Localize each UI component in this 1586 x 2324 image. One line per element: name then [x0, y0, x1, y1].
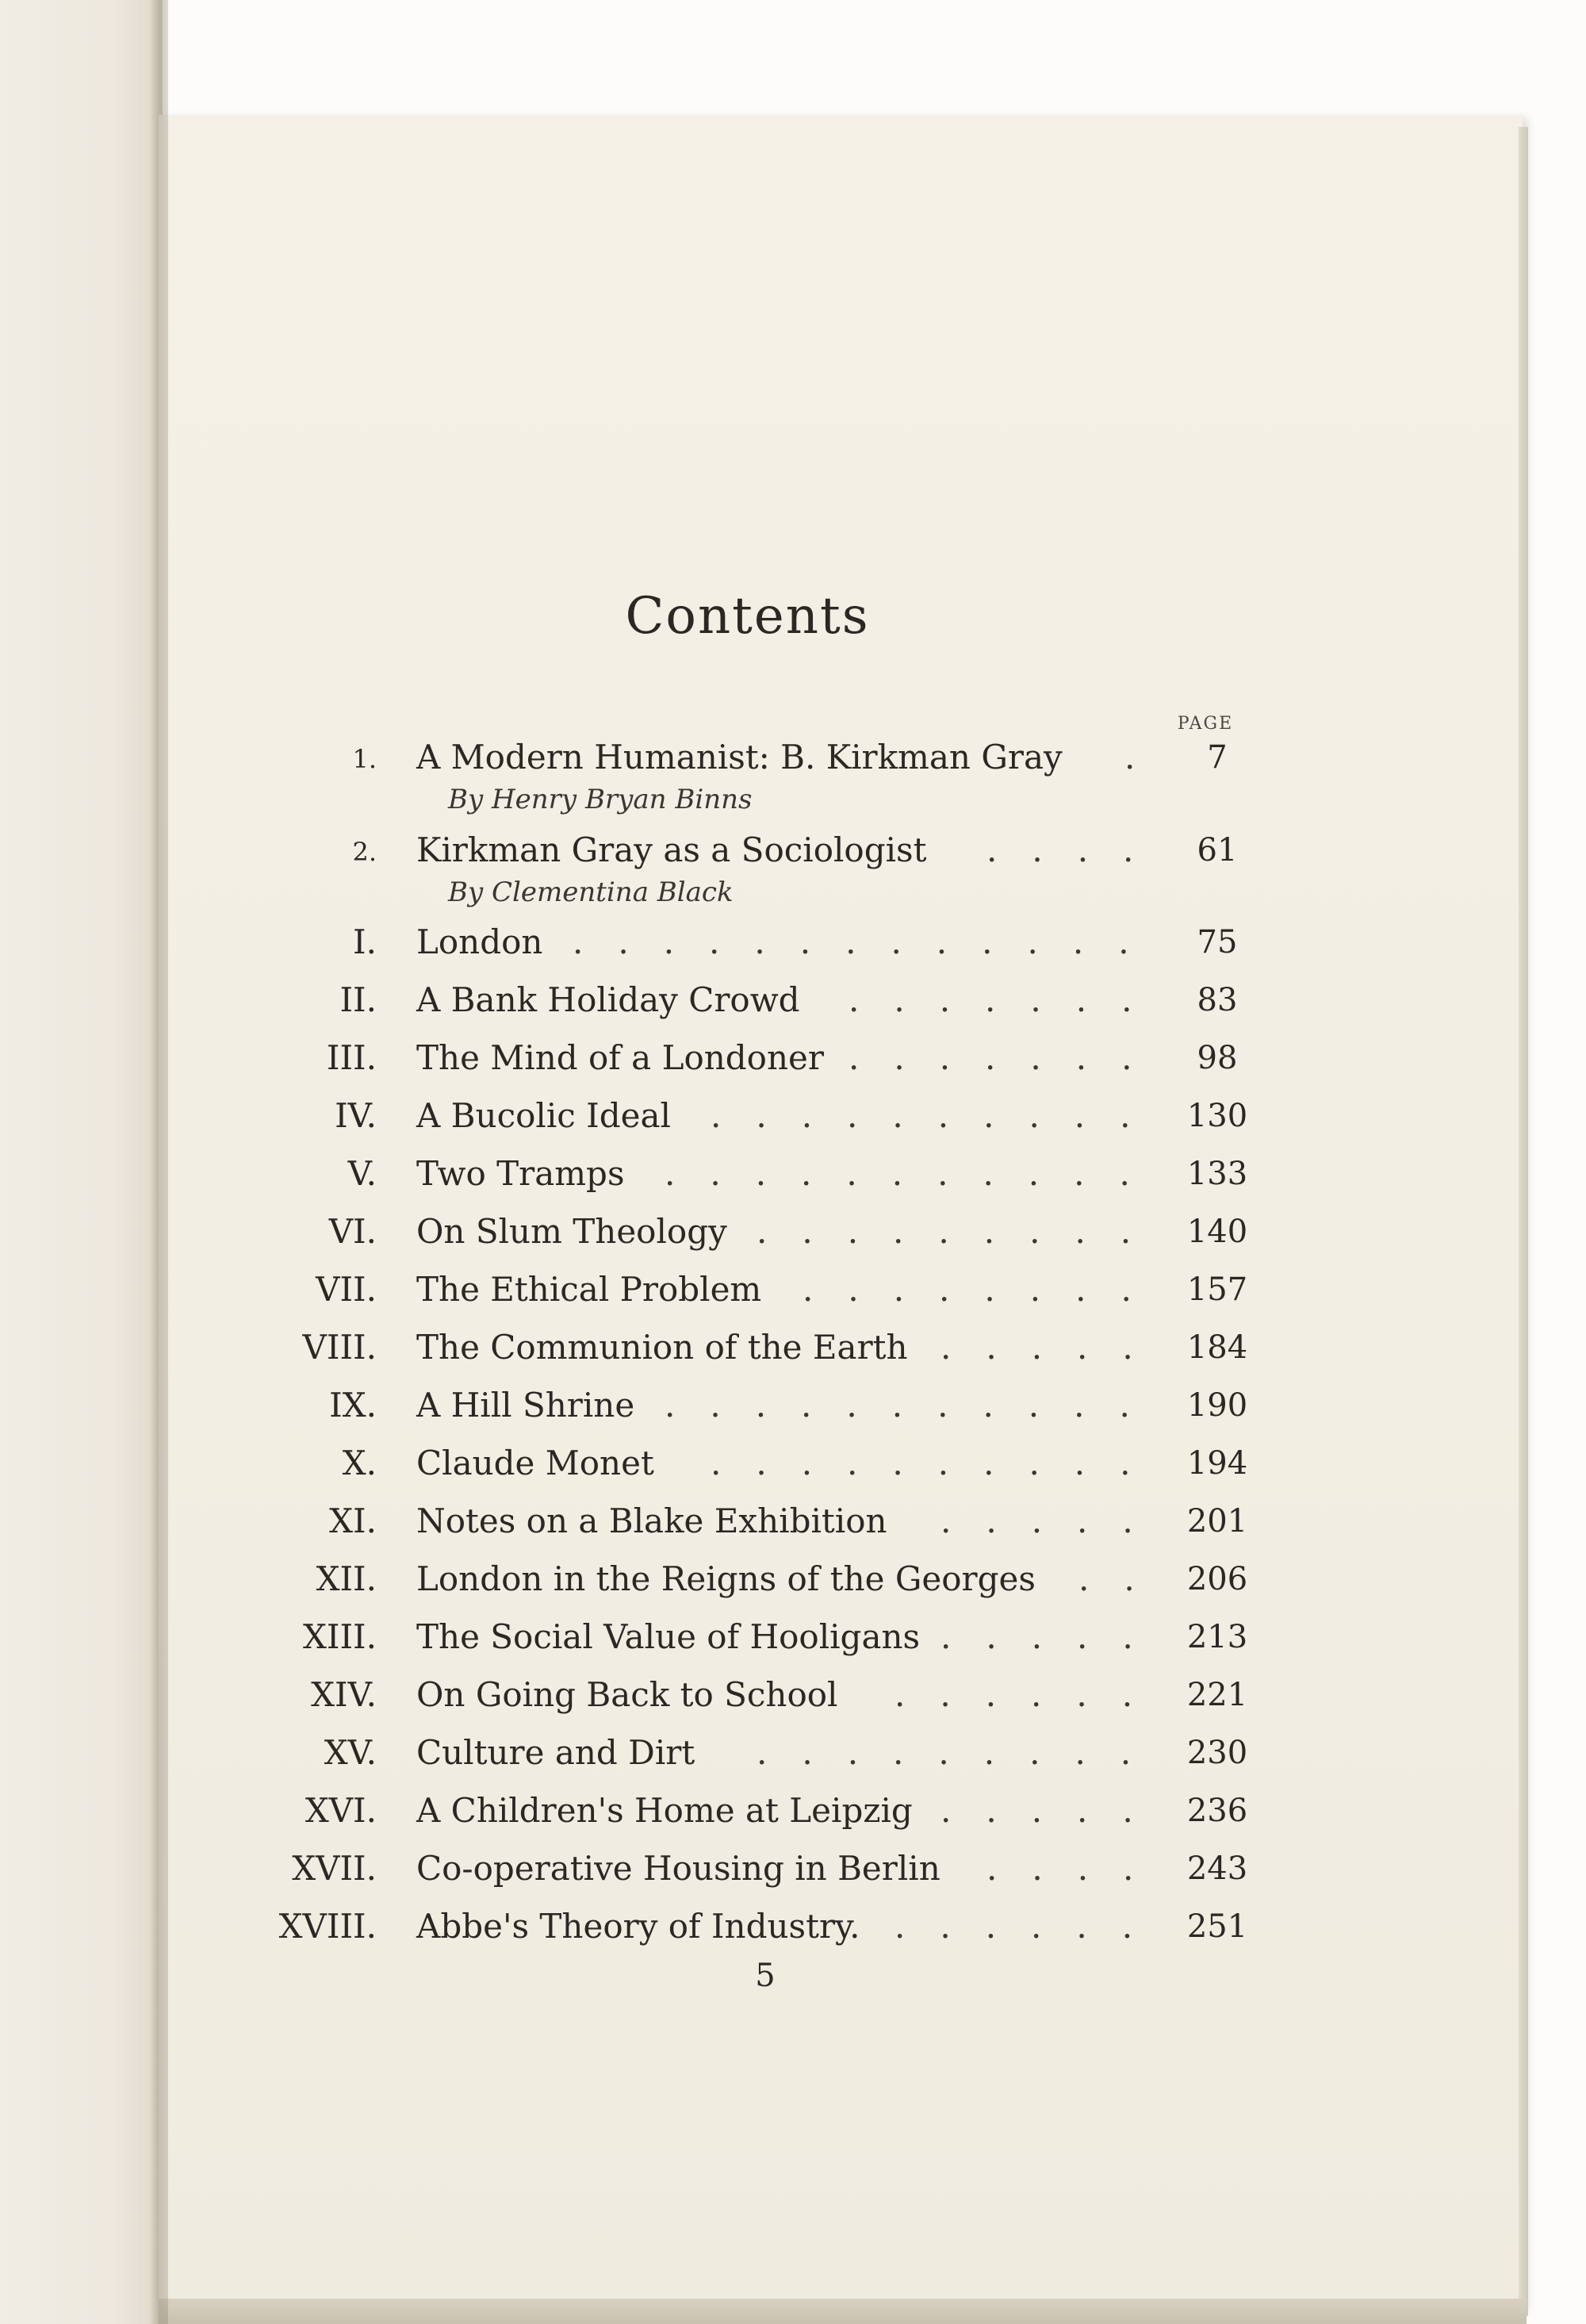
chapter-page-number: 75: [1197, 924, 1238, 961]
toc-row: [0, 738, 1269, 785]
chapter-title: The Ethical Problem: [416, 1270, 762, 1309]
chapter-numeral: VIII.: [302, 1328, 377, 1367]
chapter-page-number: 83: [1197, 982, 1238, 1018]
chapter-page-number: 206: [1186, 1561, 1248, 1597]
chapter-numeral: III.: [326, 1038, 377, 1077]
dot-leaders: ......: [895, 1907, 1168, 1946]
toc-row: [0, 1096, 1269, 1144]
chapter-page-number: 130: [1186, 1098, 1248, 1134]
toc-row: [0, 1270, 1269, 1317]
chapter-page-number: 251: [1186, 1908, 1248, 1945]
chapter-title: A Bucolic Ideal: [416, 1096, 671, 1135]
page-folio: 5: [755, 1958, 776, 1994]
chapter-numeral: XVI.: [305, 1791, 377, 1830]
toc-row: [0, 1791, 1269, 1839]
chapter-title: London: [416, 922, 543, 961]
chapter-title: The Mind of a Londoner: [416, 1038, 824, 1077]
toc-row: [0, 1907, 1269, 1954]
chapter-numeral: IX.: [329, 1386, 377, 1425]
chapter-title: Kirkman Gray as a Sociologist: [416, 830, 927, 869]
dot-leaders: .......: [849, 980, 1167, 1019]
chapter-numeral: 1.: [352, 744, 377, 774]
essay-author: By Clementina Black: [448, 876, 734, 908]
chapter-page-number: 221: [1186, 1677, 1248, 1713]
chapter-numeral: XI.: [329, 1501, 377, 1540]
toc-row: [0, 1849, 1269, 1896]
chapter-title: Claude Monet: [416, 1444, 654, 1482]
toc-row: [0, 1501, 1269, 1549]
chapter-title: The Communion of the Earth: [416, 1328, 908, 1367]
dot-leaders: .........: [757, 1212, 1167, 1251]
dot-leaders: ..........: [711, 1096, 1166, 1135]
chapter-title: A Bank Holiday Crowd: [416, 980, 800, 1019]
essay-author: By Henry Bryan Binns: [448, 784, 753, 815]
dot-leaders: ..: [1078, 1559, 1170, 1598]
toc-row: [0, 1733, 1269, 1781]
toc-row: [0, 980, 1269, 1028]
chapter-numeral: VI.: [328, 1212, 377, 1251]
chapter-numeral: X.: [342, 1444, 377, 1482]
dot-leaders: .....: [940, 1617, 1168, 1656]
dot-leaders: ...........: [665, 1386, 1165, 1425]
chapter-page-number: 243: [1186, 1850, 1248, 1887]
chapter-numeral: V.: [347, 1154, 377, 1193]
dot-leaders: ..........: [711, 1444, 1166, 1482]
chapter-title: Abbe's Theory of Industry.: [416, 1907, 860, 1946]
dot-leaders: .......: [849, 1038, 1167, 1077]
chapter-page-number: 157: [1186, 1271, 1248, 1308]
toc-row: [0, 1212, 1269, 1260]
chapter-numeral: IV.: [335, 1096, 377, 1135]
dot-leaders: ......: [895, 1675, 1168, 1714]
chapter-numeral: II.: [339, 980, 377, 1019]
dot-leaders: ....: [986, 1849, 1169, 1888]
chapter-page-number: 133: [1186, 1156, 1248, 1192]
chapter-page-number: 61: [1197, 832, 1238, 869]
chapter-page-number: 98: [1197, 1040, 1238, 1076]
chapter-page-number: 140: [1186, 1214, 1248, 1250]
chapter-page-number: 194: [1186, 1445, 1248, 1482]
chapter-page-number: 201: [1186, 1503, 1248, 1540]
dot-leaders: ....: [986, 830, 1169, 869]
chapter-title: London in the Reigns of the Georges: [416, 1559, 1036, 1598]
chapter-numeral: XIV.: [311, 1675, 377, 1714]
toc-row: [0, 1154, 1269, 1202]
chapter-page-number: 7: [1207, 739, 1228, 776]
chapter-numeral: VII.: [316, 1270, 377, 1309]
dot-leaders: .....: [940, 1791, 1168, 1830]
toc-row: [0, 830, 1269, 878]
toc-row: [0, 1038, 1269, 1086]
chapter-numeral: XV.: [324, 1733, 377, 1772]
toc-row: [0, 1675, 1269, 1723]
dot-leaders: .........: [757, 1733, 1167, 1772]
chapter-title: Notes on a Blake Exhibition: [416, 1501, 887, 1540]
chapter-title: The Social Value of Hooligans: [416, 1617, 921, 1656]
toc-row: [0, 1444, 1269, 1491]
chapter-numeral: XVII.: [292, 1849, 377, 1888]
chapter-numeral: XVIII.: [278, 1907, 377, 1946]
dot-leaders: ...........: [665, 1154, 1165, 1193]
chapter-title: On Slum Theology: [416, 1212, 727, 1251]
dot-leaders: .....: [940, 1328, 1168, 1367]
toc-row: [0, 922, 1269, 970]
dot-leaders: .: [1124, 738, 1170, 777]
chapter-numeral: XIII.: [302, 1617, 377, 1656]
dot-leaders: .............: [573, 922, 1164, 961]
chapter-page-number: 236: [1186, 1793, 1248, 1829]
page-edge-bottom: [159, 2299, 1527, 2324]
chapter-page-number: 184: [1186, 1329, 1248, 1366]
chapter-title: A Hill Shrine: [416, 1386, 635, 1425]
toc-row: [0, 1617, 1269, 1665]
page-title: Contents: [625, 587, 870, 646]
chapter-title: Co-operative Housing in Berlin: [416, 1849, 940, 1888]
chapter-page-number: 230: [1186, 1735, 1248, 1771]
chapter-page-number: 190: [1186, 1387, 1248, 1424]
chapter-page-number: 213: [1186, 1619, 1248, 1655]
dot-leaders: .....: [940, 1501, 1168, 1540]
toc-row: [0, 1559, 1269, 1607]
chapter-title: A Children's Home at Leipzig: [416, 1791, 913, 1830]
chapter-title: On Going Back to School: [416, 1675, 838, 1714]
dot-leaders: ........: [803, 1270, 1167, 1309]
page-column-label: PAGE: [1177, 714, 1234, 734]
chapter-title: Culture and Dirt: [416, 1733, 695, 1772]
chapter-title: A Modern Humanist: B. Kirkman Gray: [416, 738, 1063, 777]
chapter-numeral: XII.: [316, 1559, 377, 1598]
toc-row: [0, 1386, 1269, 1433]
toc-row: [0, 1328, 1269, 1375]
chapter-numeral: 2.: [352, 837, 377, 867]
chapter-numeral: I.: [353, 922, 377, 961]
chapter-title: Two Tramps: [416, 1154, 625, 1193]
